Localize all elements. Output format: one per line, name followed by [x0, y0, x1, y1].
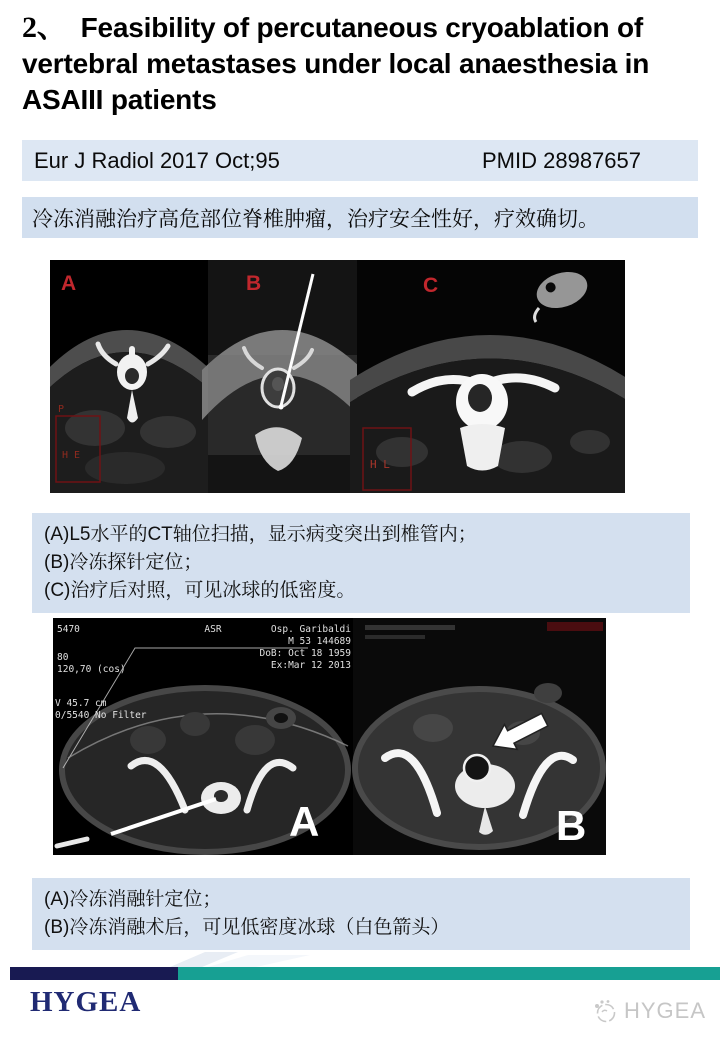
- figure1-svg: [50, 260, 625, 493]
- fig1-label-b: B: [246, 272, 262, 295]
- fig2-overlay-right2: M 53 144689: [288, 636, 351, 647]
- fig1-panel-c-anatomy: [350, 260, 625, 493]
- fig1-corner-c-text: H L: [370, 458, 390, 471]
- fig2-overlay-left3: 120,70 (cos): [57, 664, 126, 675]
- fig1-corner-a-top: P: [58, 404, 65, 415]
- fig1-label-c: C: [423, 274, 439, 297]
- fig2-overlay-center: ASR: [204, 624, 222, 635]
- footer-bar-teal: [178, 967, 720, 980]
- figure1-caption-line2: (B)冷冻探针定位；: [44, 552, 203, 573]
- figure2-ct-image: [53, 618, 606, 855]
- figure1-caption-line1: (A)L5水平的CT轴位扫描，显示病变突出到椎管内；: [44, 524, 477, 545]
- hygea-watermark-icon: [592, 998, 618, 1024]
- page-title: [22, 10, 686, 118]
- figure2-caption-line2: (B)冷冻消融术后，可见低密度冰球（白色箭头）: [44, 917, 450, 938]
- figure2-caption-line1: (A)冷冻消融针定位；: [44, 889, 222, 910]
- figure2-svg: [53, 618, 606, 855]
- pmid-text: PMID 28987657: [482, 147, 641, 173]
- figure1-caption-line3: (C)治疗后对照，可见冰球的低密度。: [44, 580, 356, 601]
- fig2-label-a: A: [289, 798, 320, 845]
- journal-bar: [22, 140, 698, 181]
- hygea-watermark-text: HYGEA: [623, 998, 706, 1023]
- hygea-logo: HYGEA: [30, 986, 142, 1018]
- fig2-label-b: B: [556, 802, 587, 849]
- figure2-caption: [32, 878, 690, 950]
- fig2-overlay-right3: DoB: Oct 18 1959: [259, 648, 351, 659]
- footer-bar-navy: [10, 967, 178, 980]
- hygea-watermark: [592, 998, 706, 1024]
- figure1-ct-image: [50, 260, 625, 493]
- fig1-label-a: A: [61, 272, 77, 295]
- journal-citation: Eur J Radiol 2017 Oct;95: [34, 147, 280, 173]
- figure1-caption: [32, 513, 690, 613]
- fig2-overlay-left5: 0/5540 No Filter: [55, 710, 147, 721]
- summary-text: 冷冻消融治疗高危部位脊椎肿瘤，治疗安全性好，疗效确切。: [32, 207, 599, 231]
- footer-swoosh-decoration: [160, 950, 380, 967]
- fig1-panel-a-anatomy: [50, 330, 213, 493]
- title-text: Feasibility of percutaneous cryoablation of vertebral metastases under local anaesthesia in ASAIII patients: [22, 12, 650, 115]
- fig2-overlay-left4: V 45.7 cm: [55, 698, 107, 709]
- fig2-overlay-right4: Ex:Mar 12 2013: [270, 660, 351, 671]
- fig1-panel-b-anatomy: [202, 260, 363, 493]
- title-number: 2、: [22, 11, 67, 44]
- fig2-overlay-right1: Osp. Garibaldi: [270, 624, 351, 635]
- fig2-overlay-left2: 80: [57, 652, 69, 663]
- fig1-corner-a-text: H E: [62, 450, 81, 461]
- summary-bar: [22, 197, 698, 238]
- fig2-overlay-left1: 5470: [57, 624, 80, 635]
